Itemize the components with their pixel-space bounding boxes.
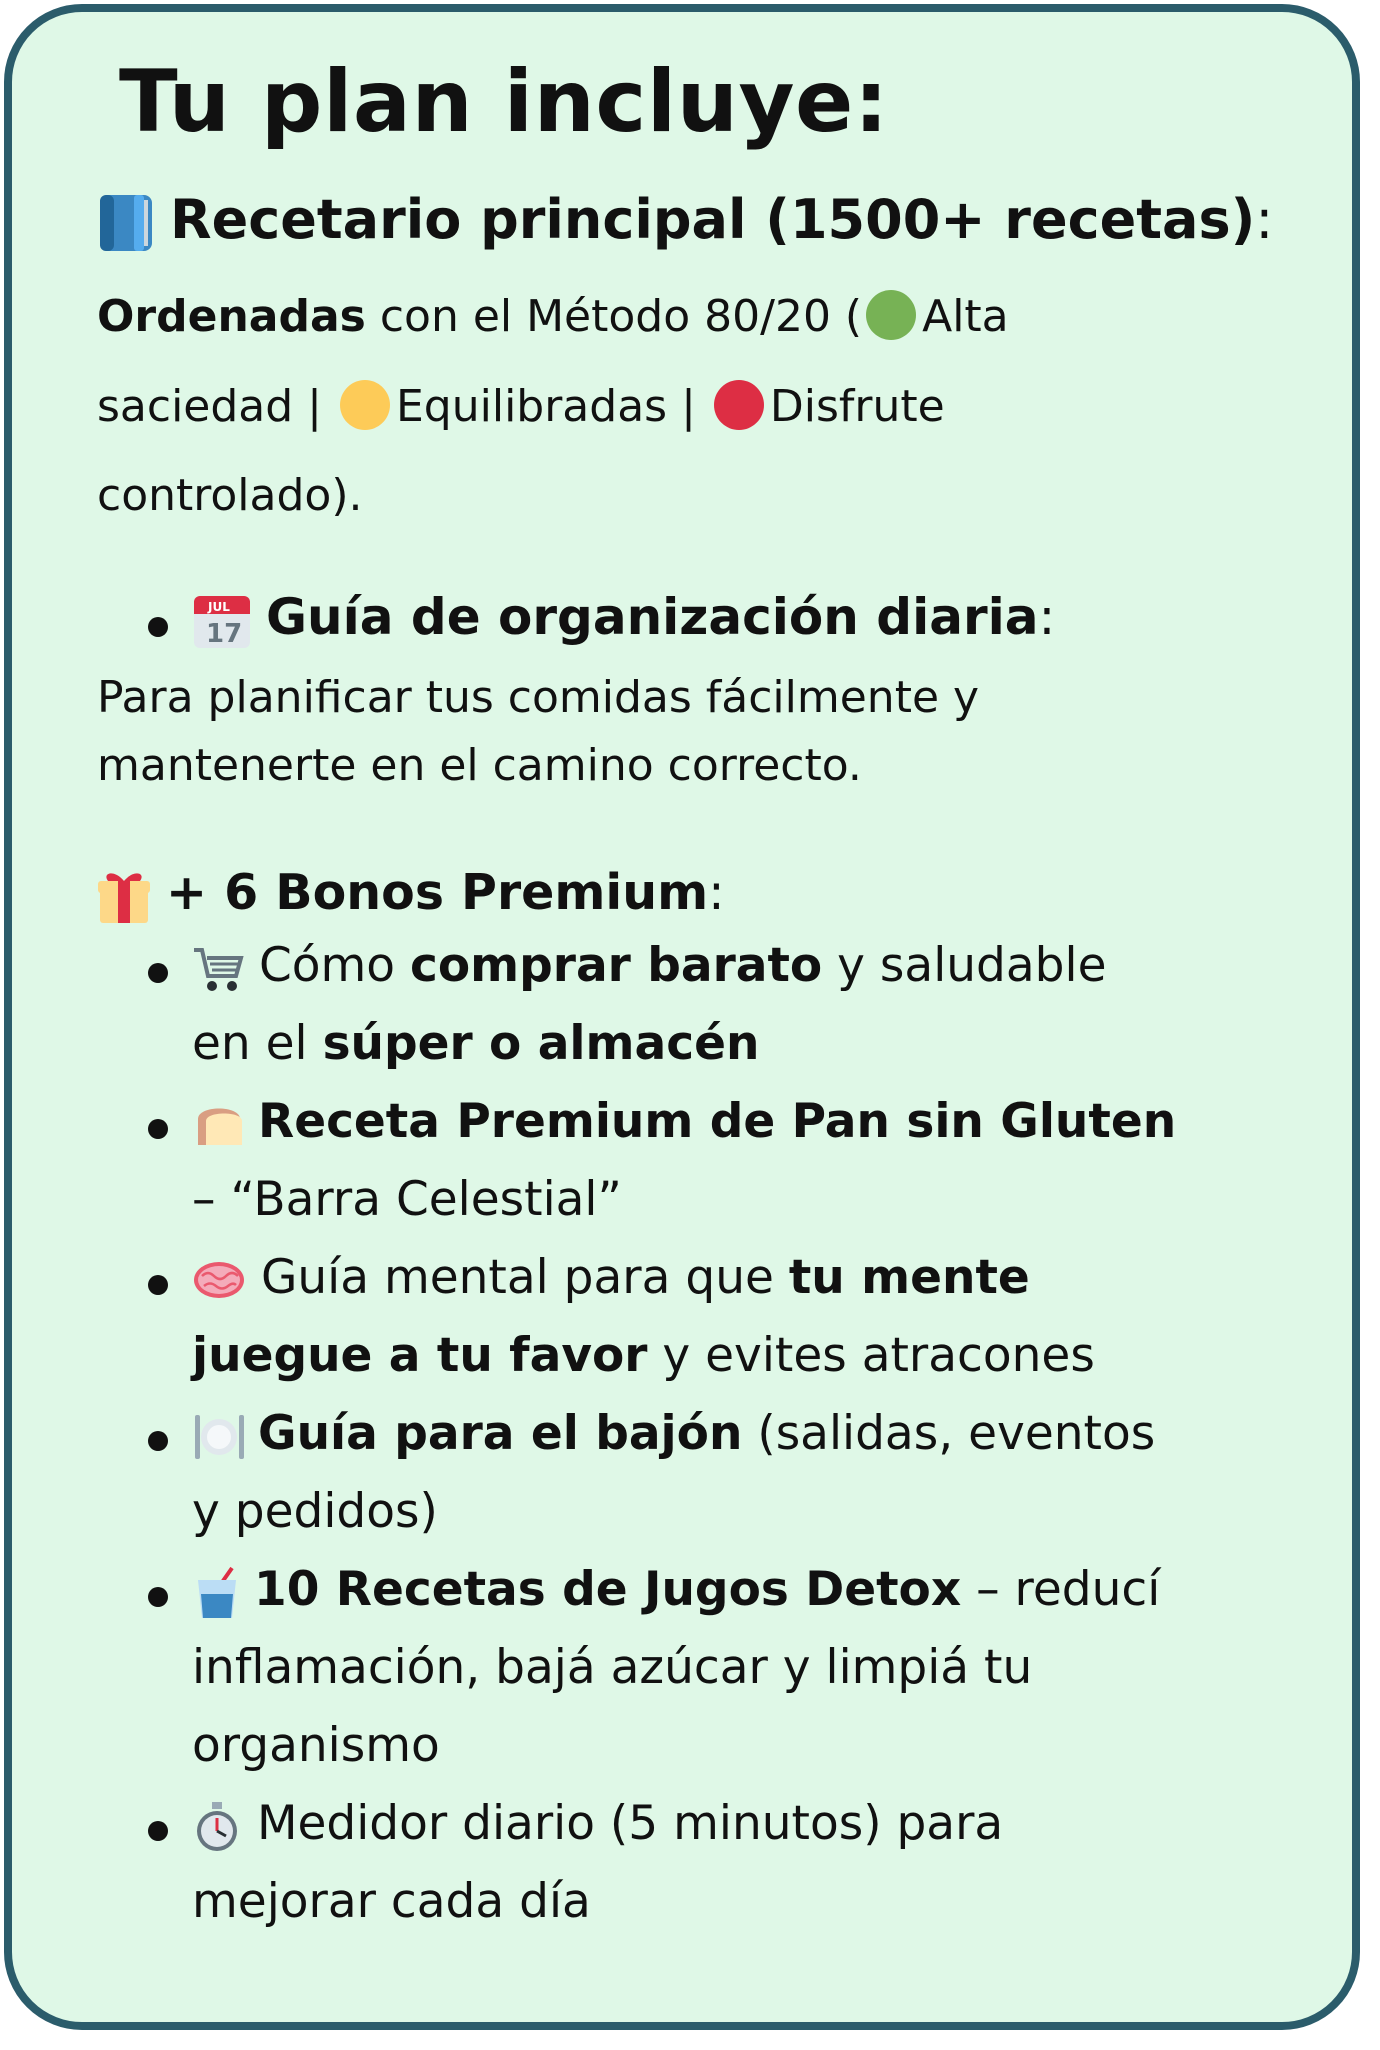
- recetario-line-1: [97, 290, 1009, 342]
- bono-1-bold-a: comprar barato: [410, 938, 823, 993]
- bono-3-line-1: [192, 1250, 1030, 1305]
- bonos-colon: :: [708, 864, 725, 921]
- bono-4-bold: Guía para el bajón: [258, 1406, 743, 1461]
- bullet: [148, 1821, 168, 1841]
- bono-2-bold: Receta Premium de Pan sin Gluten: [258, 1094, 1177, 1149]
- stopwatch-icon: [192, 1800, 242, 1854]
- bullet: [148, 1587, 168, 1607]
- bonos-heading: + 6 Bonos Premium: [166, 864, 709, 921]
- yellow-circle-icon: [340, 380, 390, 430]
- bono-6-line-2: mejorar cada día: [192, 1874, 591, 1929]
- bread-icon: [192, 1101, 246, 1149]
- bono-2-line-1: [192, 1094, 1176, 1149]
- bono-5-line-1: [192, 1562, 1160, 1620]
- guia-colon: :: [1038, 588, 1056, 646]
- bono-3-bold-b: juegue a tu favor: [192, 1328, 648, 1383]
- bono-6-line-1: [192, 1796, 1003, 1854]
- bullet: [148, 1431, 168, 1451]
- bullet: [148, 963, 168, 983]
- equilibradas-text: Equilibradas |: [396, 381, 710, 432]
- guia-heading: Guía de organización diaria: [266, 588, 1039, 646]
- guia-line-2: mantenerte en el camino correcto.: [97, 740, 862, 791]
- gift-icon: [96, 867, 152, 925]
- brain-icon: [192, 1258, 246, 1304]
- alta-text: Alta: [922, 291, 1009, 342]
- guia-line-1: Para planificar tus comidas fácilmente y: [97, 672, 980, 723]
- bono-4-text-a: (salidas, eventos: [742, 1406, 1156, 1461]
- saciedad-text: saciedad |: [97, 381, 336, 432]
- bono-3-text-a: Guía mental para que: [246, 1250, 789, 1305]
- bono-5-line-2: inflamación, bajá azúcar y limpiá tu: [192, 1640, 1033, 1695]
- green-circle-icon: [866, 290, 916, 340]
- plate-cutlery-icon: [192, 1411, 246, 1463]
- bono-5-bold: 10 Recetas de Jugos Detox: [254, 1562, 962, 1617]
- bullet: [148, 1119, 168, 1139]
- bono-5-line-3: organismo: [192, 1718, 440, 1773]
- calendar-day: 17: [206, 618, 243, 649]
- bono-1-text-a: Cómo: [244, 938, 410, 993]
- metodo-text: con el Método 80/20 (: [365, 291, 863, 342]
- bono-1-text-c: en el: [192, 1016, 323, 1071]
- calendar-month: JUL: [208, 599, 230, 614]
- recetario-colon: :: [1255, 188, 1274, 251]
- bullet: [148, 617, 168, 637]
- guia-heading-line: [192, 588, 1055, 650]
- calendar-icon: [192, 592, 252, 650]
- bono-5-text-a: – reducí: [961, 1562, 1161, 1617]
- disfrute-text: Disfrute: [769, 381, 945, 432]
- bono-1-bold-b: súper o almacén: [322, 1016, 760, 1071]
- bono-1-line-1: [192, 938, 1107, 994]
- juice-cup-icon: [192, 1566, 242, 1620]
- recetario-line-3: controlado).: [97, 470, 363, 521]
- bonos-heading-line: [96, 864, 725, 925]
- bono-2-line-2: – “Barra Celestial”: [192, 1172, 622, 1227]
- recetario-heading-line: [96, 188, 1273, 254]
- blue-book-icon: [96, 192, 156, 254]
- bono-1-text-b: y saludable: [822, 938, 1107, 993]
- bono-6-text-a: Medidor diario (5 minutos) para: [242, 1796, 1004, 1851]
- bono-4-line-1: [192, 1406, 1155, 1463]
- page-title: Tu plan incluye:: [119, 52, 889, 152]
- recetario-line-2: [97, 380, 945, 432]
- bullet: [148, 1275, 168, 1295]
- shopping-cart-icon: [192, 944, 244, 994]
- ordenadas-text: Ordenadas: [97, 291, 366, 342]
- bono-3-bold-a: tu mente: [788, 1250, 1030, 1305]
- red-circle-icon: [714, 380, 764, 430]
- bono-3-line-2: [192, 1328, 1095, 1383]
- bono-4-line-2: y pedidos): [192, 1484, 438, 1539]
- bono-1-line-2: [192, 1016, 759, 1071]
- recetario-heading: Recetario principal (1500+ recetas): [170, 188, 1256, 251]
- bono-3-text-b: y evites atracones: [647, 1328, 1095, 1383]
